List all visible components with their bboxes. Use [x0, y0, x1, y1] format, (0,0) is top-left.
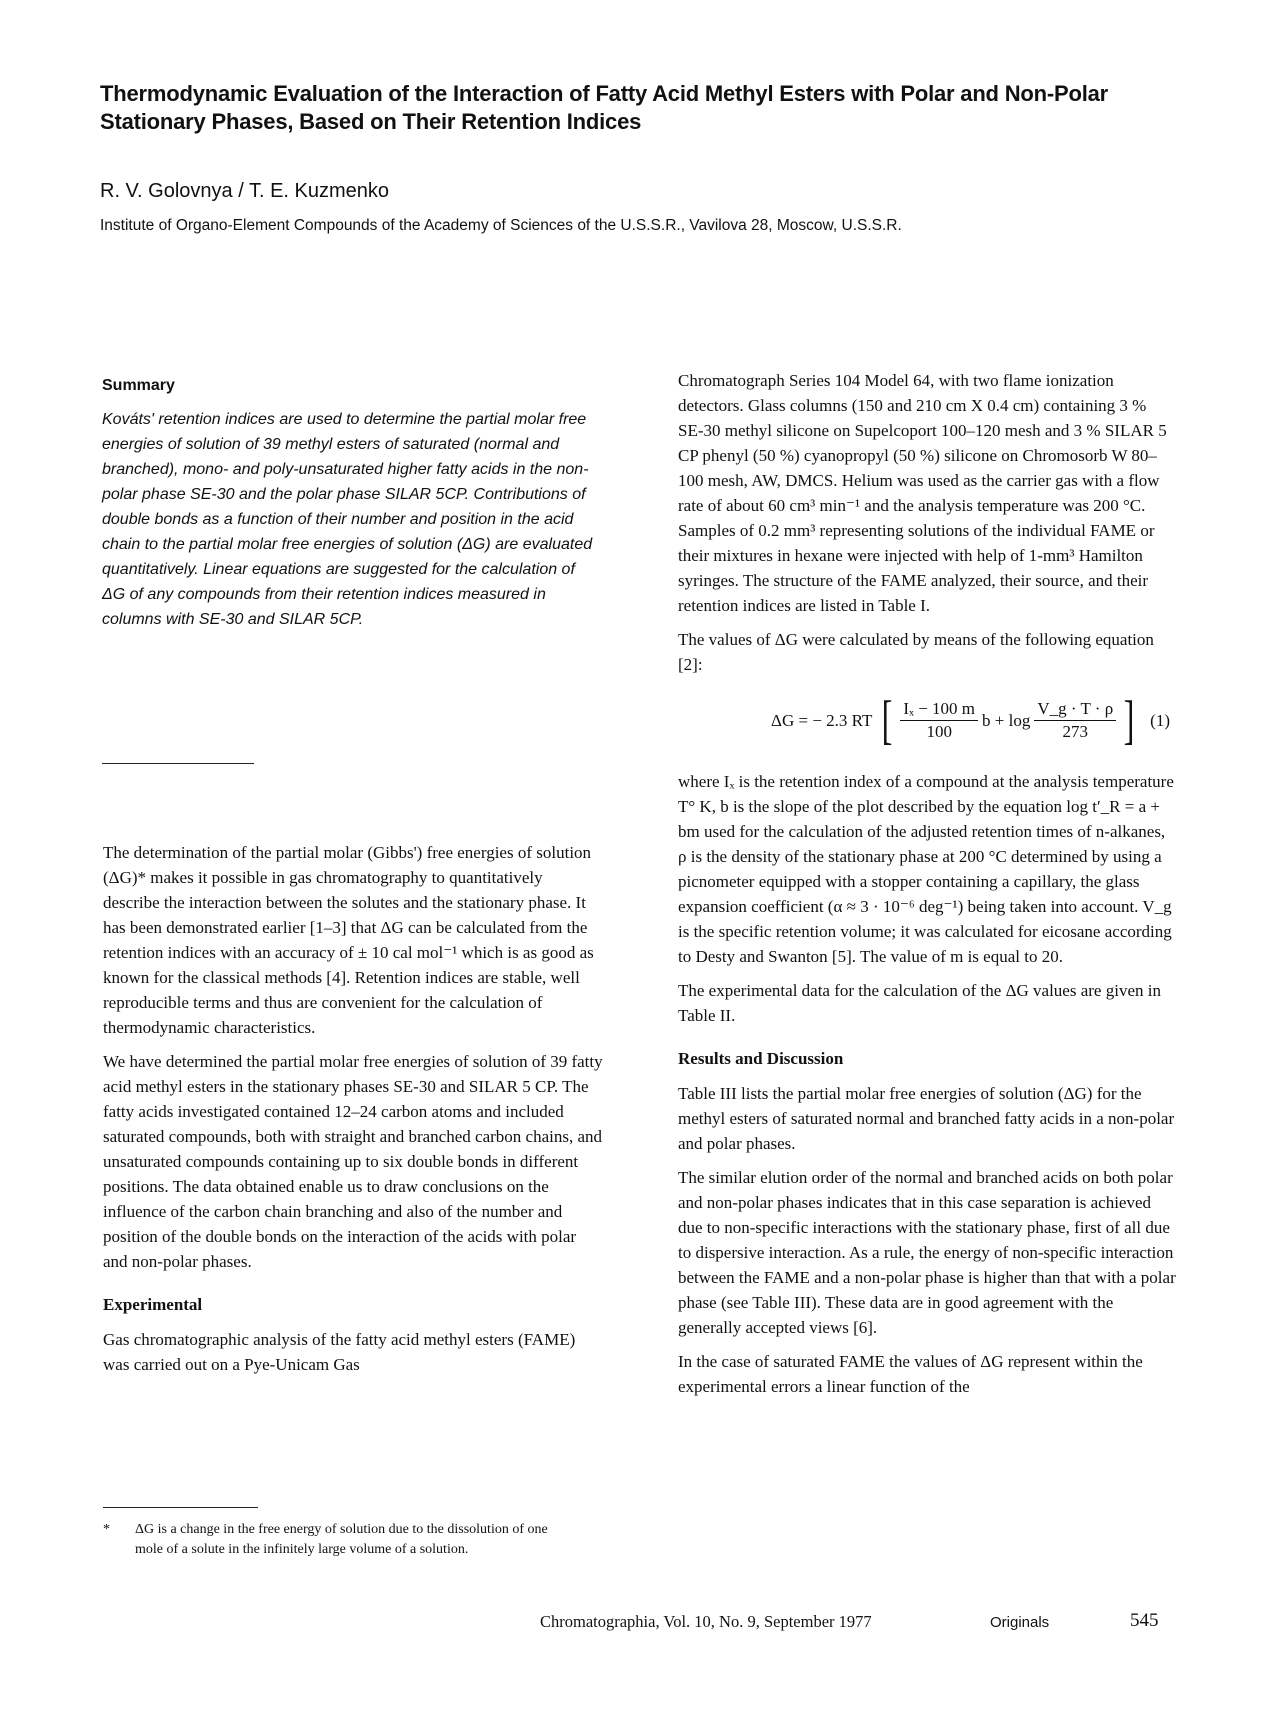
left-column	[103, 840, 603, 1386]
where-paragraph: where Iₓ is the retention index of a compound at the analysis temperature T° K, b is the slope of the plot described by the equation log t′_R = a + bm used for the calculation of the adjusted retention times of n-alkanes, ρ is the density of the stationary phase at 200 °C determined by using a picnometer equipped with a stopper containing a capillary, the glass expansion coefficient (α ≈ 3 · 10⁻⁶ deg⁻¹) being taken into account. V_g is the specific retention volume; it was calculated for eicosane according to Desty and Swanton [5]. The value of m is equal to 20.	[678, 772, 1174, 966]
equation-1	[678, 681, 1176, 759]
intro-paragraph-1: The determination of the partial molar (Gibbs') free energies of solution (ΔG)* makes it possible in gas chromatography to quantitatively describe the interaction between the solutes and the stationary phase. It has been demonstrated earlier [1–3] that ΔG can be calculated from the retention indices with an accuracy of ± 10 cal mol⁻¹ which is as good as known for the classical methods [4]. Retention indices are stable, well reproducible terms and thus are convenient for the calculation of thermodynamic characteristics.	[103, 843, 594, 1037]
results-paragraph-2: The similar elution order of the normal and branched acids on both polar and non-polar phases indicates that in this case separation is achieved due to non-specific interactions with the stationary phase, first of all due to dispersive interaction. As a rule, the energy of non-specific interaction between the FAME and a non-polar phase is higher than that with a polar phase (see Table III). These data are in good agreement with the generally accepted views [6].	[678, 1168, 1176, 1337]
article-title: Thermodynamic Evaluation of the Interaction of Fatty Acid Methyl Esters with Polar and Non-Polar Stationary Phases, Based on Their Retention Indices	[100, 81, 1109, 134]
equation-lhs: ΔG = − 2.3 RT	[771, 710, 873, 730]
right-bracket: ]	[1123, 690, 1135, 750]
footnote-divider	[103, 1507, 258, 1508]
footnote-marker: *	[103, 1522, 110, 1537]
intro-paragraph-2: We have determined the partial molar free energies of solution of 39 fatty acid methyl esters in the stationary phases SE-30 and SILAR 5 CP. The fatty acids investigated contained 12–24 carbon atoms and included saturated compounds, both with straight and branched carbon chains, and unsaturated compounds containing up to six double bonds in different positions. The data obtained enable us to draw conclusions on the influence of the carbon chain branching and also of the number and position of the double bonds on the interaction of the acids with polar and non-polar phases.	[103, 1052, 603, 1271]
experimental-continued: Chromatograph Series 104 Model 64, with two flame ionization detectors. Glass columns (150 and 210 cm X 0.4 cm) containing 3 % SE-30 methyl silicone on Supelcoport 100–120 mesh and 3 % SILAR 5 CP phenyl (50 %) cyanopropyl (50 %) silicone on Chromosorb W 80–100 mesh, AW, DMCS. Helium was used as the carrier gas with a flow rate of about 60 cm³ min⁻¹ and the analysis temperature was 200 °C. Samples of 0.2 mm³ representing solutions of the individual FAME or their mixtures in hexane were injected with help of 1-mm³ Hamilton syringes. The structure of the FAME analyzed, their source, and their retention indices are listed in Table I.	[678, 371, 1167, 615]
author-affiliation: Institute of Organo-Element Compounds of the Academy of Sciences of the U.S.S.R., Vavilova 28, Moscow, U.S.S.R.	[100, 217, 902, 234]
results-heading: Results and Discussion	[678, 1049, 844, 1068]
results-paragraph-1: Table III lists the partial molar free energies of solution (ΔG) for the methyl esters of saturated normal and branched fatty acids in a non-polar and polar phases.	[678, 1084, 1175, 1153]
equation-intro: The values of ΔG were calculated by means of the following equation [2]:	[678, 630, 1154, 674]
fraction-volume-denominator: 273	[1062, 721, 1088, 741]
fraction-retention-numerator: Iₓ − 100 m	[900, 698, 978, 721]
summary-divider	[102, 763, 254, 764]
section-label: Originals	[990, 1614, 1050, 1631]
results-paragraph-3: In the case of saturated FAME the values of ΔG represent within the experimental errors a linear function of the	[678, 1352, 1143, 1396]
footnote	[103, 1520, 573, 1560]
journal-citation: Chromatographia, Vol. 10, No. 9, September 1977	[540, 1612, 872, 1631]
right-column	[678, 368, 1176, 1408]
fraction-retention	[900, 698, 978, 743]
summary-text: Kováts' retention indices are used to determine the partial molar free energies of solution of 39 methyl esters of saturated (normal and branched), mono- and poly-unsaturated higher fatty acids in the non-polar phase SE-30 and the polar phase SILAR 5CP. Contributions of double bonds as a function of their number and position in the acid chain to the partial molar free energies of solution (ΔG) are evaluated quantitatively. Linear equations are suggested for the calculation of ΔG of any compounds from their retention indices measured in columns with SE-30 and SILAR 5CP.	[102, 411, 593, 628]
footnote-text: ΔG is a change in the free energy of solution due to the dissolution of one mole of a solute in the infinitely large volume of a solution.	[135, 1522, 548, 1557]
data-paragraph: The experimental data for the calculation of the ΔG values are given in Table II.	[678, 981, 1161, 1025]
page-number: 545	[1130, 1610, 1159, 1631]
equation-number: (1)	[1150, 710, 1170, 730]
fraction-volume	[1034, 698, 1116, 743]
author-list: R. V. Golovnya / T. E. Kuzmenko	[100, 180, 390, 202]
experimental-paragraph: Gas chromatographic analysis of the fatty acid methyl esters (FAME) was carried out on a Pye-Unicam Gas	[103, 1330, 576, 1374]
fraction-retention-denominator: 100	[926, 721, 952, 741]
experimental-heading: Experimental	[103, 1295, 203, 1314]
equation-mid-term: b + log	[982, 710, 1031, 730]
fraction-volume-numerator: V_g · T · ρ	[1034, 698, 1116, 721]
left-bracket: [	[881, 690, 893, 750]
summary-heading: Summary	[102, 377, 175, 394]
